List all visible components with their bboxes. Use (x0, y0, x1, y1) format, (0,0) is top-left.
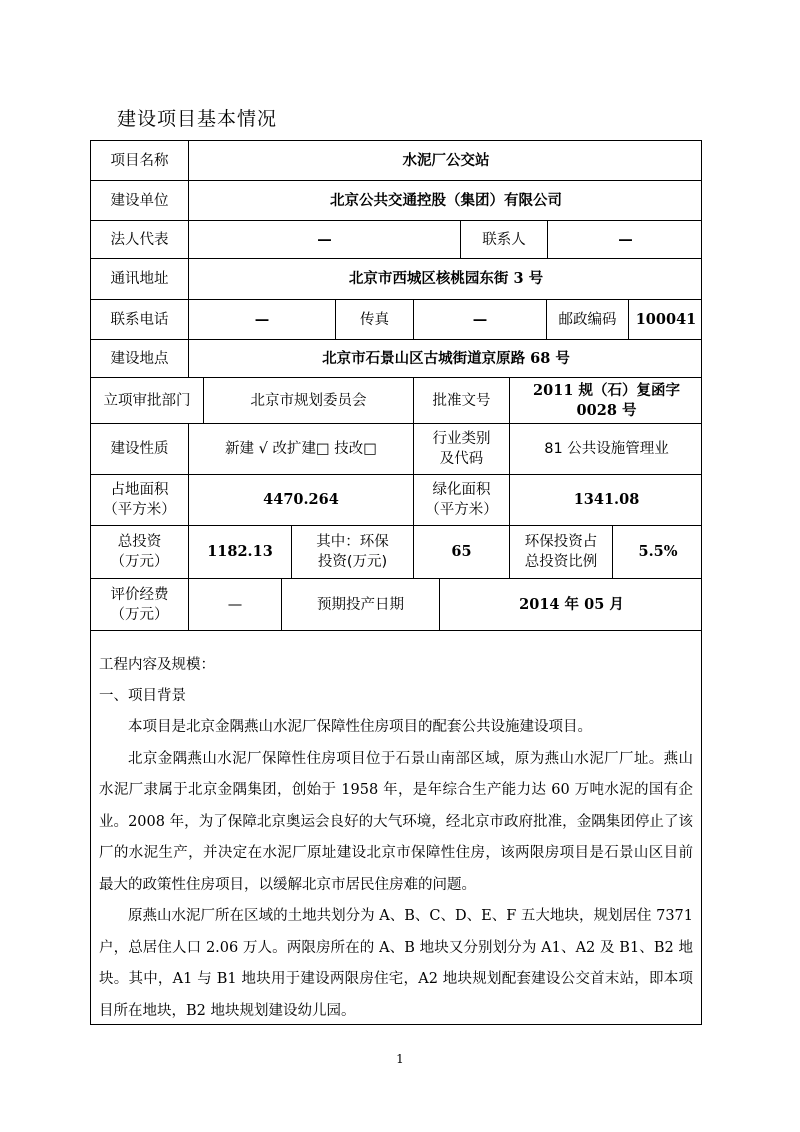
contact-label: 联系人 (460, 221, 547, 258)
industry-label-line-2: 及代码 (439, 451, 484, 467)
env-investment-label (291, 526, 413, 578)
table-row (91, 259, 701, 300)
section-heading: 一、项目背景 (99, 688, 186, 704)
green-area-label-line-2: （平方米） (425, 502, 498, 518)
evaluation-fee-label (91, 579, 188, 630)
approval-doc-value (509, 378, 703, 423)
table-row (91, 340, 701, 378)
table-row (91, 424, 701, 475)
fax-value: — (413, 300, 546, 339)
evaluation-fee-label-line-2: （万元） (110, 606, 169, 623)
project-name-value: 水泥厂公交站 (188, 141, 703, 180)
site-label: 建设地点 (110, 350, 169, 367)
investment-label-line-1: 总投资 (117, 534, 162, 550)
approval-doc-line-1: 2011 规（石）复函字 (533, 381, 680, 399)
investment-label-line-2: （万元） (110, 554, 169, 570)
area-value: 4470.264 (188, 475, 413, 525)
content-heading: 工程内容及规模： (99, 657, 215, 673)
approval-dept-label: 立项审批部门 (103, 392, 191, 409)
approval-doc-line-2: 0028 号 (576, 401, 637, 419)
industry-label-line-1: 行业类别 (432, 431, 491, 447)
address-value: 北京市西城区核桃园东街 3 号 (188, 259, 703, 299)
table-row (91, 300, 701, 340)
project-content (91, 650, 701, 1027)
postcode-value: 100041 (628, 300, 703, 339)
paragraph: 本项目是北京金隅燕山水泥厂保障性住房项目的配套公共设施建设项目。 (128, 719, 592, 735)
green-area-value: 1341.08 (509, 475, 703, 525)
builder-value: 北京公共交通控股（集团）有限公司 (188, 181, 703, 220)
project-name-label: 项目名称 (110, 152, 169, 169)
production-date-value: 2014 年 05 月 (439, 579, 703, 630)
table-row (91, 378, 701, 424)
paragraph: 北京金隅燕山水泥厂保障性住房项目位于石景山南部区域，原为燕山水泥厂厂址。燕山水泥厂隶属于北京金隅集团，创始于 1958 年，是年综合生产能力达 60 万吨水泥的国有企业。2008 年，为了保障北京奥运会良好的大气环境，经北京市政府批准，金隅集团停止了该厂的水泥生产，并决定在水泥厂原址建设北京市保障性住房，该两限房项目是石景山区目前最大的政策性住房项目，以缓解北京市居民住房难的问题。 (99, 750, 693, 893)
site-value: 北京市石景山区古城街道京原路 68 号 (188, 340, 703, 377)
env-investment-label-line-1: 其中：环保 (316, 534, 389, 550)
table-row (91, 221, 701, 259)
legal-rep-value: — (188, 221, 460, 258)
phone-value: — (188, 300, 335, 339)
env-investment-value: 65 (413, 526, 509, 578)
project-info-table (90, 140, 702, 1025)
fax-label: 传真 (335, 300, 413, 339)
green-area-label-line-1: 绿化面积 (432, 482, 491, 498)
industry-label (413, 424, 509, 474)
legal-rep-label: 法人代表 (110, 231, 169, 248)
contact-value: — (547, 221, 703, 258)
page-number: 1 (396, 1052, 404, 1066)
investment-label (91, 526, 188, 578)
investment-value: 1182.13 (188, 526, 291, 578)
postcode-label: 邮政编码 (546, 300, 628, 339)
paragraph: 原燕山水泥厂所在区域的土地共划分为 A、B、C、D、E、F 五大地块，规划居住 7371 户，总居住人口 2.06 万人。两限房所在的 A、B 地块又分别划分为 A1、A2 及 B1、B2 地块。其中，A1 与 B1 地块用于建设两限房住宅，A2 地块规划配套建设公交首末站，即本项目所在地块，B2 地块规划建设幼儿园。 (99, 908, 693, 1019)
evaluation-fee-value: — (188, 579, 281, 630)
nature-value: 新建 √ 改扩建□ 技改□ (188, 424, 413, 474)
table-row (91, 475, 701, 526)
area-label-line-2: （平方米） (103, 502, 176, 518)
table-row (91, 526, 701, 579)
production-date-label: 预期投产日期 (281, 579, 439, 630)
env-ratio-label (509, 526, 612, 578)
phone-label: 联系电话 (110, 311, 169, 328)
nature-label: 建设性质 (110, 441, 169, 457)
builder-label: 建设单位 (110, 192, 169, 209)
page-title: 建设项目基本情况 (117, 108, 278, 130)
evaluation-fee-label-line-1: 评价经费 (110, 586, 169, 603)
industry-value: 81 公共设施管理业 (509, 424, 703, 474)
env-investment-label-line-2: 投资(万元) (317, 554, 388, 570)
table-row (91, 141, 701, 181)
approval-doc-label: 批准文号 (413, 378, 509, 423)
green-area-label (413, 475, 509, 525)
area-label (91, 475, 188, 525)
address-label: 通讯地址 (110, 271, 169, 287)
env-ratio-value: 5.5% (612, 526, 703, 578)
env-ratio-label-line-2: 总投资比例 (524, 554, 598, 570)
env-ratio-label-line-1: 环保投资占 (524, 534, 598, 550)
table-row (91, 579, 701, 631)
area-label-line-1: 占地面积 (110, 482, 169, 498)
table-row (91, 181, 701, 221)
approval-dept-value: 北京市规划委员会 (203, 378, 413, 423)
